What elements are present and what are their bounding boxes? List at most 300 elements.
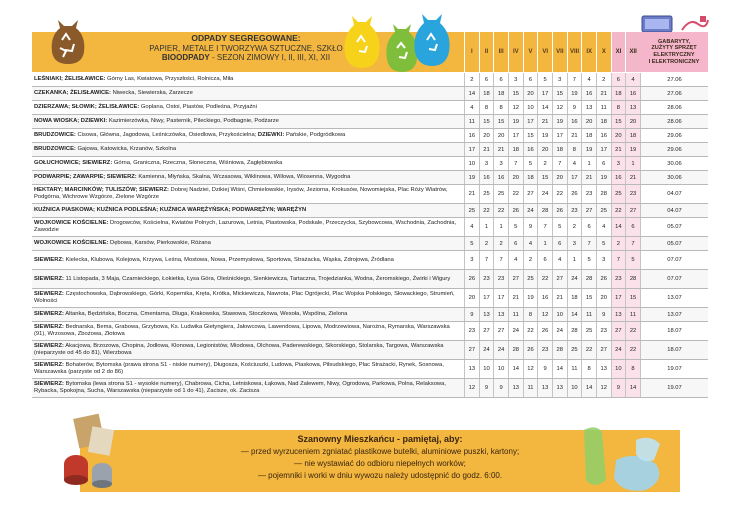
day-cell: 10 (479, 360, 494, 378)
day-cell: 22 (625, 322, 640, 340)
day-cell: 14 (508, 360, 523, 378)
day-cell: 3 (611, 157, 626, 170)
month-header: II (479, 32, 494, 72)
location-area: SIEWIERZ: (34, 343, 64, 349)
day-cell: 18 (567, 289, 582, 307)
day-cell: 24 (508, 322, 523, 340)
day-cell: 18 (596, 115, 611, 128)
day-cell: 13 (508, 379, 523, 397)
day-cell: 27 (479, 322, 494, 340)
location-streets: Bednarska, Bema, Grabowa, Grzybowa, Ks. Ludwika Gietyngiera, Jałowcowa, Lawendowa, Lipowa, Modrzewiowa, Narożna, Rymarska, Warszawska (91), Wrzosowa, Zbożowa, Złotowa (34, 324, 450, 337)
day-cell: 17 (464, 143, 479, 156)
paper-bag-icon (342, 12, 382, 70)
day-cell: 20 (508, 171, 523, 184)
table-row (32, 341, 708, 360)
bulky-waste-date: 13.07 (640, 289, 708, 307)
table-row (32, 270, 708, 289)
location-cell (34, 270, 460, 288)
location-cell (34, 143, 460, 156)
day-cell: 8 (479, 101, 494, 114)
day-cell: 13 (581, 101, 596, 114)
bulky-waste-date: 13.07 (640, 308, 708, 321)
day-cell: 16 (523, 143, 538, 156)
day-cell: 3 (552, 73, 567, 86)
location-cell (34, 360, 460, 378)
day-cell: 13 (552, 379, 567, 397)
day-cell: 21 (508, 289, 523, 307)
day-cell: 19 (596, 171, 611, 184)
day-cell: 13 (625, 101, 640, 114)
day-cell: 27 (493, 322, 508, 340)
bulky-waste-date: 05.07 (640, 237, 708, 250)
location-streets: Akacjowa, Brzozowa, Chopina, Jodłowa, Klonowa, Legionistów, Miodowa, Olchowa, Paderewskiego, Sikorskiego, Stolarska, Targowa, Warszawska (nieparzyste od 45 do 81), Wierzbowa (34, 343, 444, 356)
day-cell: 21 (581, 171, 596, 184)
month-header: V (523, 32, 538, 72)
day-cell: 6 (537, 251, 552, 269)
day-cell: 23 (493, 270, 508, 288)
day-cell: 6 (508, 237, 523, 250)
day-cell: 22 (479, 204, 494, 217)
day-cell: 4 (581, 73, 596, 86)
day-cell: 13 (464, 360, 479, 378)
day-cell: 25 (479, 185, 494, 203)
location-streets: 11 Listopada, 3 Maja, Czarnieckiego, Łokietka, Łysa Góra, Oleśnickiego, Sienkiewicza, Tartaczna, Trojedzianka, Wodna, Żeromskiego, Żwirki i Wigury (63, 275, 451, 282)
day-cell: 27 (523, 185, 538, 203)
day-cell: 2 (611, 237, 626, 250)
day-cell: 3 (464, 251, 479, 269)
day-cell: 8 (611, 101, 626, 114)
location-streets: Bytomska (lewa strona S1 - wysokie numery), Chabrowa, Cicha, Letniskowa, Łąkowa, Nad Zalewem, Niwy, Ogrodowa, Parkowa, Polna, Relaksowa, Rybacka, Spokojna, Sucha, Warszawska (nieparzyste od 1 do 41), Zaciszе, ok. Zacisza (34, 381, 446, 394)
day-cell: 7 (552, 157, 567, 170)
month-header: VIII (567, 32, 582, 72)
day-cell: 5 (625, 251, 640, 269)
day-cell: 6 (596, 157, 611, 170)
day-cell: 2 (523, 251, 538, 269)
day-cell: 23 (581, 185, 596, 203)
day-cell: 12 (552, 101, 567, 114)
bulky-header-line3: ELEKTRYCZNY (653, 52, 695, 58)
day-cell: 22 (537, 270, 552, 288)
table-row (32, 322, 708, 341)
location-area: WOJKOWICE KOŚCIELNE: (34, 240, 109, 246)
day-cell: 11 (596, 101, 611, 114)
day-cell: 10 (523, 101, 538, 114)
table-row (32, 289, 708, 308)
table-row (32, 115, 708, 129)
day-cell: 20 (479, 129, 494, 142)
day-cell: 27 (508, 270, 523, 288)
day-cell: 16 (479, 171, 494, 184)
day-cell: 18 (625, 129, 640, 142)
day-cell: 14 (567, 308, 582, 321)
day-cell: 5 (537, 73, 552, 86)
table-row (32, 157, 708, 171)
day-cell: 13 (479, 308, 494, 321)
day-cell: 14 (537, 101, 552, 114)
day-cell: 14 (611, 218, 626, 236)
bulky-waste-date: 30.06 (640, 171, 708, 184)
day-cell: 27 (611, 322, 626, 340)
header-title-line1: ODPADY SEGREGOWANE: (191, 33, 301, 43)
day-cell: 27 (552, 270, 567, 288)
reminder-line-2: — nie wystawiać do odbioru niepełnych worków; (294, 459, 466, 468)
month-header: IV (508, 32, 523, 72)
day-cell: 9 (523, 218, 538, 236)
day-cell: 17 (479, 289, 494, 307)
schedule-table (32, 73, 708, 398)
day-cell: 28 (537, 204, 552, 217)
bulky-waste-date: 04.07 (640, 185, 708, 203)
day-cell: 22 (581, 341, 596, 359)
table-row (32, 171, 708, 185)
day-cell: 24 (493, 341, 508, 359)
day-cell: 2 (537, 157, 552, 170)
day-cell: 18 (552, 143, 567, 156)
day-cell: 6 (552, 237, 567, 250)
plastic-bag-icon (412, 10, 452, 68)
day-cell: 11 (464, 115, 479, 128)
day-cell: 24 (567, 270, 582, 288)
location-streets: Pańskie, Podgródkowa (284, 132, 346, 138)
day-cell: 12 (523, 360, 538, 378)
day-cell: 15 (479, 115, 494, 128)
location-cell (34, 171, 460, 184)
day-cell: 4 (567, 157, 582, 170)
day-cell: 27 (625, 204, 640, 217)
day-cell: 20 (611, 129, 626, 142)
day-cell: 8 (493, 101, 508, 114)
day-cell: 27 (464, 341, 479, 359)
day-cell: 19 (537, 129, 552, 142)
day-cell: 4 (625, 73, 640, 86)
day-cell: 20 (523, 87, 538, 100)
header-title-line2: PAPIER, METALE I TWORZYWA SZTUCZNE, SZKŁO (149, 43, 343, 53)
day-cell: 16 (625, 87, 640, 100)
table-row (32, 360, 708, 379)
table-row (32, 218, 708, 237)
day-cell: 19 (464, 171, 479, 184)
day-cell: 21 (625, 171, 640, 184)
day-cell: 19 (567, 87, 582, 100)
location-cell (34, 341, 460, 359)
table-row (32, 185, 708, 204)
table-row (32, 129, 708, 143)
day-cell: 2 (464, 73, 479, 86)
day-cell: 7 (625, 237, 640, 250)
day-cell: 1 (625, 157, 640, 170)
bulky-waste-date: 29.06 (640, 143, 708, 156)
bulky-waste-header (640, 32, 708, 72)
location-streets: Górna, Graniczna, Rzeczna, Słoneczna, Wiśniowa, Zagłębiowska (112, 160, 283, 166)
day-cell: 2 (596, 73, 611, 86)
header-title-season: - SEZON ZIMOWY I, II, III, XI, XII (209, 53, 331, 62)
day-cell: 6 (479, 73, 494, 86)
day-cell: 16 (464, 129, 479, 142)
location-area: WOJKOWICE KOŚCIELNE: (34, 220, 109, 226)
day-cell: 2 (567, 218, 582, 236)
day-cell: 3 (493, 157, 508, 170)
reminder-line-1: — przed wyrzuceniem zgniatać plastikowe butelki, aluminiowe puszki, kartony; (240, 447, 520, 456)
location-streets: Dobrej Nadziei, Dzikiej Wiśni, Chmielowskie, Irysów, Jeziorna, Krokusów, Nowomiejska, Plac Róży Wiatrów, Podgórna, Wichrowe Wzgórze, Zielone Wzgórze (34, 187, 448, 200)
day-cell: 4 (523, 237, 538, 250)
day-cell: 9 (479, 379, 494, 397)
table-row (32, 87, 708, 101)
day-cell: 2 (493, 237, 508, 250)
day-cell: 21 (567, 129, 582, 142)
location-cell (34, 218, 460, 236)
location-streets: Drogowców, Kościelna, Kwiatów Polnych, Lazurowa, Letnia, Piastowska, Podskale, Przeczycka, Szybowcowa, Wschodnia, Zachodnia, Zawodzie (34, 220, 457, 233)
day-cell: 17 (493, 289, 508, 307)
day-cell: 4 (464, 218, 479, 236)
location-streets: Górny Las, Kwiatowa, Przyszłości, Rolnicza, Miła (105, 76, 234, 82)
location-area: DZIEWKI: (257, 132, 285, 138)
day-cell: 13 (537, 379, 552, 397)
day-cell: 12 (596, 379, 611, 397)
day-cell: 8 (581, 360, 596, 378)
day-cell: 10 (493, 360, 508, 378)
day-cell: 18 (523, 171, 538, 184)
month-header: X (596, 32, 611, 72)
day-cell: 23 (479, 270, 494, 288)
location-streets: Gajowa, Katowicka, Krzanów, Szkolna (75, 146, 177, 152)
day-cell: 2 (479, 237, 494, 250)
day-cell: 23 (464, 322, 479, 340)
location-cell (34, 73, 460, 86)
day-cell: 8 (625, 360, 640, 378)
day-cell: 20 (625, 115, 640, 128)
day-cell: 4 (596, 218, 611, 236)
day-cell: 16 (611, 171, 626, 184)
day-cell: 13 (493, 308, 508, 321)
day-cell: 28 (596, 185, 611, 203)
bulky-header-line4: I ELEKTRONICZNY (648, 58, 700, 65)
table-row (32, 101, 708, 115)
day-cell: 12 (464, 379, 479, 397)
day-cell: 17 (508, 129, 523, 142)
day-cell: 1 (581, 157, 596, 170)
day-cell: 26 (567, 185, 582, 203)
location-streets: Cisowa, Główna, Jagodowa, Leśniczówka, Osiedlowa, Przykościelna; (75, 132, 258, 138)
day-cell: 19 (625, 143, 640, 156)
day-cell: 24 (523, 204, 538, 217)
day-cell: 5 (581, 251, 596, 269)
day-cell: 14 (581, 379, 596, 397)
day-cell: 20 (464, 289, 479, 307)
day-cell: 20 (581, 115, 596, 128)
day-cell: 16 (537, 289, 552, 307)
location-area: CZEKANKA; ŻELISŁAWICE: (34, 90, 111, 96)
location-area: SIEWIERZ: (34, 381, 64, 387)
month-header: XII (625, 32, 640, 72)
day-cell: 18 (493, 87, 508, 100)
day-cell: 20 (596, 289, 611, 307)
day-cell: 4 (552, 251, 567, 269)
day-cell: 7 (537, 218, 552, 236)
day-cell: 23 (596, 322, 611, 340)
location-streets: Altanka, Będzińska, Boczna, Cmentarna, Długa, Krakowska, Stawowa, Stoczkowa, Wesoła, Wspólna, Zielona (63, 311, 348, 317)
location-cell (34, 157, 460, 170)
day-cell: 9 (596, 308, 611, 321)
day-cell: 25 (493, 185, 508, 203)
location-cell (34, 129, 460, 142)
location-cell (34, 308, 460, 321)
day-cell: 26 (537, 322, 552, 340)
location-area: SIEWIERZ: (34, 291, 64, 297)
day-cell: 5 (464, 237, 479, 250)
location-streets: Kazimierzówka, Niwy, Pasternik, Pileckiego, Podbagnie, Podżarze (107, 118, 279, 124)
day-cell: 15 (508, 87, 523, 100)
day-cell: 6 (581, 218, 596, 236)
day-cell: 1 (537, 237, 552, 250)
location-cell (34, 289, 460, 307)
day-cell: 24 (537, 185, 552, 203)
day-cell: 13 (611, 308, 626, 321)
bulky-waste-date: 27.06 (640, 87, 708, 100)
day-cell: 6 (523, 73, 538, 86)
day-cell: 28 (552, 341, 567, 359)
day-cell: 26 (523, 341, 538, 359)
day-cell: 22 (552, 185, 567, 203)
bulky-waste-date: 05.07 (640, 218, 708, 236)
trash-pile-icon (56, 412, 126, 492)
day-cell: 15 (581, 289, 596, 307)
location-cell (34, 251, 460, 269)
day-cell: 17 (567, 171, 582, 184)
month-header: I (464, 32, 479, 72)
day-cell: 18 (581, 129, 596, 142)
day-cell: 9 (611, 379, 626, 397)
location-area: SIEWIERZ: (34, 311, 64, 317)
location-area: GOŁUCHOWICE; SIEWIERZ: (34, 160, 113, 166)
location-streets: Kielecka, Klubowa, Kolejowa, Krzywa, Leśna, Mostowa, Nowa, Przemysłowa, Sportowa, Strażacka, Wąska, Zdrojowa, Źródlana (63, 256, 394, 263)
day-cell: 3 (508, 73, 523, 86)
day-cell: 25 (611, 185, 626, 203)
location-streets: Dębowa, Karsów, Pierkowskie, Różana (108, 240, 211, 246)
day-cell: 11 (567, 360, 582, 378)
day-cell: 7 (581, 237, 596, 250)
day-cell: 25 (523, 270, 538, 288)
day-cell: 23 (567, 204, 582, 217)
day-cell: 28 (567, 322, 582, 340)
bulky-header-line1: GABARYTY, (657, 38, 691, 45)
day-cell: 9 (537, 360, 552, 378)
day-cell: 9 (464, 308, 479, 321)
day-cell: 17 (552, 129, 567, 142)
day-cell: 26 (508, 204, 523, 217)
day-cell: 9 (567, 101, 582, 114)
day-cell: 11 (625, 308, 640, 321)
day-cell: 1 (479, 218, 494, 236)
day-cell: 19 (552, 115, 567, 128)
reminder-title: Szanowny Mieszkańcu - pamiętaj, aby: (297, 434, 463, 444)
day-cell: 3 (479, 157, 494, 170)
day-cell: 19 (508, 115, 523, 128)
day-cell: 27 (581, 204, 596, 217)
bulky-waste-date: 28.06 (640, 101, 708, 114)
day-cell: 14 (552, 360, 567, 378)
day-cell: 19 (581, 143, 596, 156)
table-row (32, 379, 708, 398)
day-cell: 23 (611, 270, 626, 288)
location-streets: Bohaterów, Bytomska (prawa strona S1 - niskie numery), Długosza, Kościuszki, Ludowa, Piaskowa, Piłsudskiego, Plac Strażacki, Rynek, Sosnowa, Warszawska (parzyste od 2 do 86) (34, 362, 444, 375)
day-cell: 6 (611, 73, 626, 86)
table-row (32, 237, 708, 251)
day-cell: 4 (508, 251, 523, 269)
day-cell: 21 (493, 143, 508, 156)
day-cell: 5 (596, 237, 611, 250)
day-cell: 21 (611, 143, 626, 156)
day-cell: 17 (523, 115, 538, 128)
day-cell: 8 (567, 143, 582, 156)
location-streets: Częstochowska, Dąbrowskiego, Górki, Kopernika, Kręta, Krótka, Mickiewicza, Nawrota, Plac Ogrójecki, Plac Wojska Polskiego, Słowackiego, Strumień, Wolności (34, 291, 455, 304)
location-cell (34, 379, 460, 397)
location-area: SIEWIERZ: (34, 256, 64, 263)
location-area: DZIERZAWA; SŁOWIK; ŻELISŁAWICE: (34, 104, 140, 110)
bulky-header-line2: ZUŻYTY SPRZĘT (651, 45, 697, 52)
day-cell: 25 (596, 204, 611, 217)
location-area: LEŚNIAKI; ŻELISŁAWICE: (34, 76, 106, 82)
location-area: SIEWIERZ: (34, 275, 64, 282)
day-cell: 22 (493, 204, 508, 217)
day-cell: 16 (567, 115, 582, 128)
month-header: VI (537, 32, 552, 72)
day-cell: 7 (611, 251, 626, 269)
bulky-waste-date: 19.07 (640, 379, 708, 397)
bulky-waste-date: 04.07 (640, 204, 708, 217)
table-row (32, 204, 708, 218)
day-cell: 4 (464, 101, 479, 114)
location-streets: Kamienna, Młyńska, Skalna, Wczasowa, Wiklinowa, Willowa, Wiosenna, Wygodna (136, 174, 351, 180)
location-area: PODWARPIE; ZAWARPIE; SIEWIERZ: (34, 174, 137, 180)
day-cell: 26 (464, 270, 479, 288)
day-cell: 10 (552, 308, 567, 321)
day-cell: 1 (567, 251, 582, 269)
location-area: KUŹNICA PIASKOWA; KUŹNICA PODLEŚNA; KUŹNICA WARĘŻYŃSKA; PODWARĘŻYN; WARĘŻYN (34, 207, 307, 213)
location-area: NOWA WIOSKA; DZIEWKI: (34, 118, 108, 124)
location-area: SIEWIERZ: (34, 324, 64, 330)
day-cell: 15 (611, 115, 626, 128)
day-cell: 5 (523, 157, 538, 170)
day-cell: 11 (508, 308, 523, 321)
location-area: BRUDZOWICE: (34, 132, 76, 138)
day-cell: 17 (537, 87, 552, 100)
month-header: XI (611, 32, 626, 72)
day-cell: 20 (537, 143, 552, 156)
bulky-waste-date: 07.07 (640, 270, 708, 288)
day-cell: 23 (625, 185, 640, 203)
day-cell: 25 (581, 322, 596, 340)
location-cell (34, 185, 460, 203)
month-header: VII (552, 32, 567, 72)
day-cell: 8 (523, 308, 538, 321)
location-cell (34, 237, 460, 250)
day-cell: 7 (567, 73, 582, 86)
day-cell: 14 (625, 379, 640, 397)
day-cell: 12 (508, 101, 523, 114)
day-cell: 15 (537, 171, 552, 184)
location-cell (34, 115, 460, 128)
day-cell: 25 (464, 204, 479, 217)
day-cell: 11 (581, 308, 596, 321)
day-cell: 7 (508, 157, 523, 170)
day-cell: 18 (508, 143, 523, 156)
day-cell: 21 (552, 289, 567, 307)
day-cell: 26 (596, 270, 611, 288)
day-cell: 18 (611, 87, 626, 100)
table-row (32, 308, 708, 322)
day-cell: 22 (625, 341, 640, 359)
location-streets: Goplana, Ostoi, Piastów, Podleśna, Przyjaźni (139, 104, 257, 110)
